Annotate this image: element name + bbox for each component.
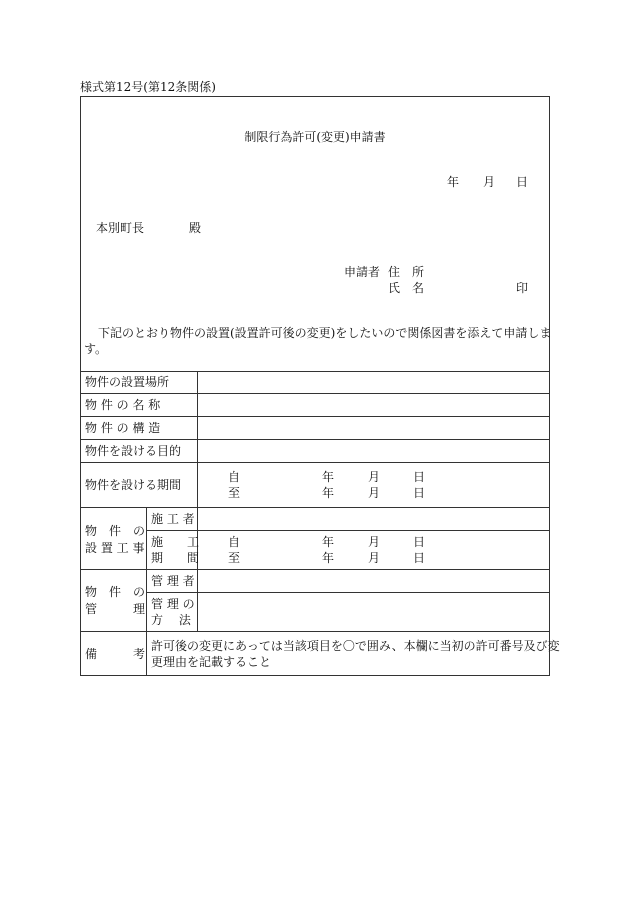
construction-from-month: 月 — [368, 535, 381, 549]
label-management-line1: 物 件 の — [85, 585, 146, 599]
date-year-label: 年 — [447, 175, 460, 189]
label-method-line2: 方 法 — [151, 613, 191, 627]
construction-from: 自 — [228, 535, 241, 549]
form-title: 制限行為許可(変更)申請書 — [244, 130, 386, 144]
label-period: 物件を設ける期間 — [85, 478, 182, 492]
row-divider — [80, 569, 550, 570]
row-divider — [80, 393, 550, 394]
row-divider — [80, 631, 550, 632]
construction-to-day: 日 — [413, 551, 426, 565]
form-number: 様式第12号(第12条関係) — [80, 80, 216, 94]
construction-to: 至 — [228, 551, 241, 565]
label-construction-period-line2: 期 間 — [151, 551, 200, 565]
applicant-seal: 印 — [516, 281, 529, 295]
body-text-line1: 下記のとおり物件の設置(設置許可後の変更)をしたいので関係図書を添えて申請しま — [98, 326, 552, 340]
label-construction-line2: 設 置 工 事 — [85, 541, 145, 555]
construction-to-month: 月 — [368, 551, 381, 565]
label-construction-period-line1: 施 工 — [151, 535, 200, 549]
label-manager: 管 理 者 — [151, 574, 195, 588]
date-month-label: 月 — [483, 175, 496, 189]
addressee-honorific: 殿 — [189, 221, 202, 235]
construction-to-year: 年 — [322, 551, 335, 565]
period-to-day: 日 — [413, 486, 426, 500]
addressee-name: 本別町長 — [96, 221, 145, 235]
row-divider — [80, 371, 550, 372]
date-day-label: 日 — [516, 175, 529, 189]
column-divider — [146, 507, 147, 676]
period-to: 至 — [228, 486, 241, 500]
row-divider — [146, 530, 550, 531]
row-divider — [80, 507, 550, 508]
applicant-address-label: 住 所 — [388, 265, 425, 279]
row-divider — [80, 462, 550, 463]
construction-from-year: 年 — [322, 535, 335, 549]
remarks-text-line1: 許可後の変更にあっては当該項目を〇で囲み、本欄に当初の許可番号及び変 — [151, 639, 560, 653]
period-to-year: 年 — [322, 486, 335, 500]
applicant-label: 申請者 — [344, 265, 381, 279]
label-name: 物 件 の 名 称 — [85, 398, 161, 412]
label-remarks: 備 考 — [85, 647, 146, 661]
period-from-day: 日 — [413, 470, 426, 484]
column-divider — [197, 371, 198, 631]
label-method-line1: 管 理 の — [151, 597, 195, 611]
label-purpose: 物件を設ける目的 — [85, 444, 182, 458]
label-contractor: 施 工 者 — [151, 512, 195, 526]
row-divider — [146, 592, 550, 593]
construction-from-day: 日 — [413, 535, 426, 549]
remarks-text-line2: 更理由を記載すること — [151, 655, 272, 669]
applicant-name-label: 氏 名 — [388, 281, 425, 295]
body-text-line2: す。 — [84, 342, 108, 356]
period-from-month: 月 — [368, 470, 381, 484]
row-divider — [80, 416, 550, 417]
row-divider — [80, 439, 550, 440]
label-location: 物件の設置場所 — [85, 375, 170, 389]
label-construction-line1: 物 件 の — [85, 524, 146, 538]
period-to-month: 月 — [368, 486, 381, 500]
label-structure: 物 件 の 構 造 — [85, 421, 161, 435]
period-from-year: 年 — [322, 470, 335, 484]
label-management-line2: 管 理 — [85, 602, 146, 616]
period-from: 自 — [228, 470, 241, 484]
